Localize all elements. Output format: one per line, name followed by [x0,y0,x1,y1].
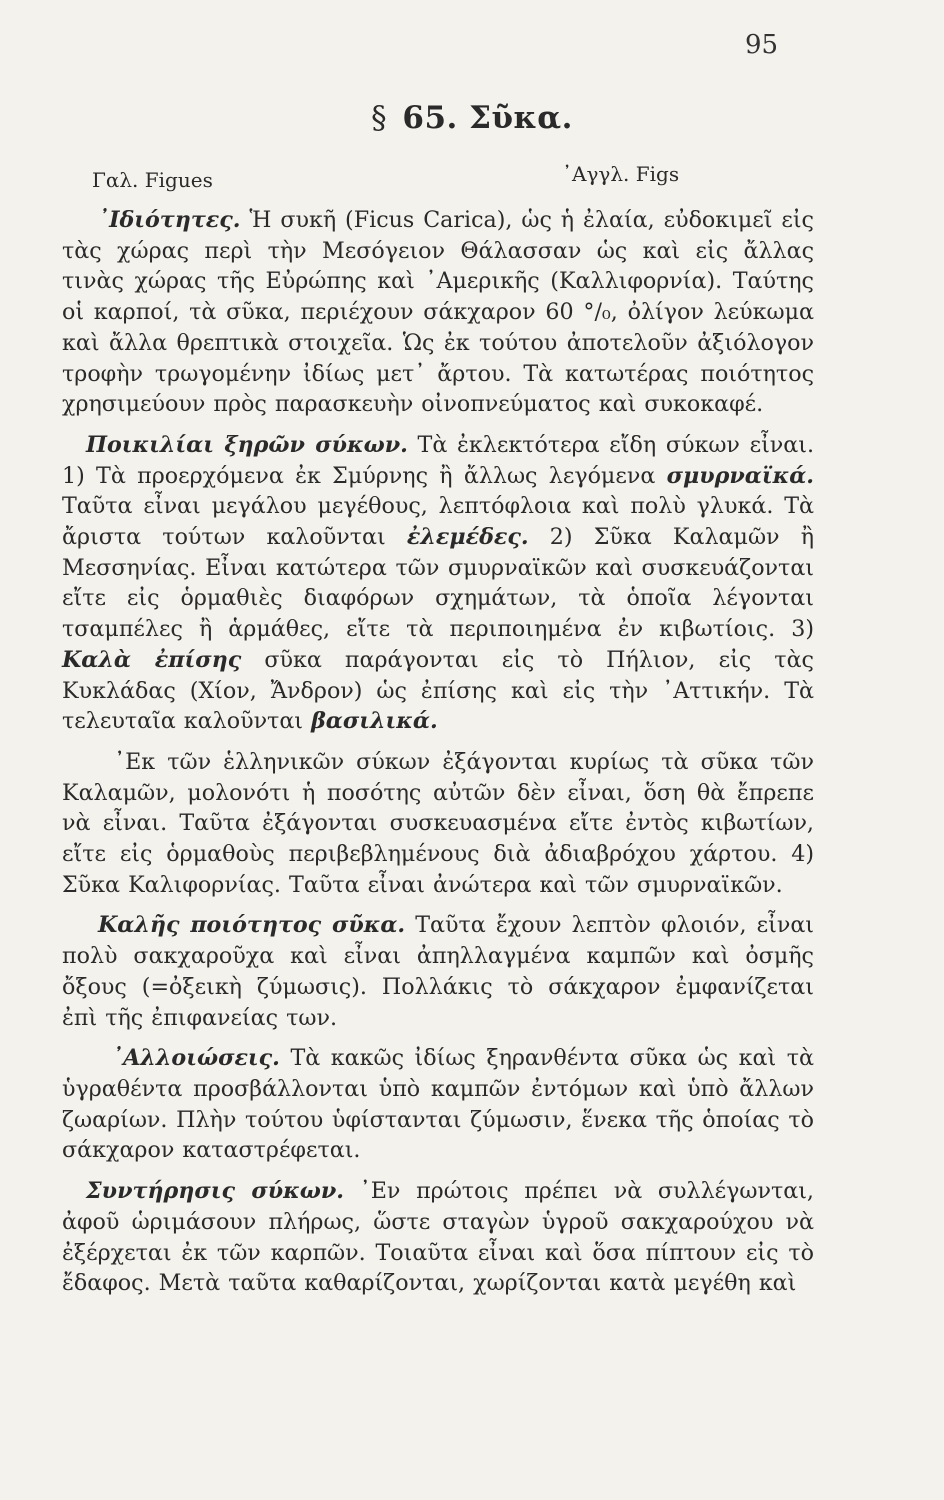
paragraph-text: Τὰ ἐκλεκτότερα εἴδη σύκων εἶναι. 1) Τὰ προερχόμενα ἐκ Σμύρνης ἢ ἄλλως λεγόμενα [62,431,814,489]
paragraph-text: Ταῦτα εἶναι μεγάλου μεγέθους, λεπτόφλοια καὶ πολὺ γλυκά. Τὰ ἄριστα τούτων καλοῦνται [62,493,814,551]
paragraph-text: Ταῦτα ἔχουν λεπτὸν φλοιόν, εἶναι πολὺ σακχαροῦχα καὶ εἶναι ἀπηλλαγμένα καμπῶν καὶ ὀσμῆς ὄξους (=ὀξεικὴ ζύμωσις). Πολλάκις τὸ σάκχαρον ἐμφανίζεται ἐπὶ τῆς ἐπιφανείας των. [62,912,814,1031]
term-smyrna: σμυρναϊκά. [666,462,814,489]
page-number: 95 [745,30,779,60]
paragraph-lead: Συντήρησις σύκων. [86,1178,344,1205]
section-title: 65. Σῦκα. [402,100,573,136]
paragraph-text: σῦκα παράγονται εἰς τὸ Πήλιον, εἰς τὰς Κυκλάδας (Χίον, Ἄνδρον) ὡς ἐπίσης καὶ εἰς τὴν ᾿Αττικήν. Τὰ τελευταῖα καλοῦνται [62,646,814,735]
paragraph-lead: ᾿Αλλοιώσεις. [112,1045,280,1072]
term-kala-episis: Καλὰ ἐπίσης [62,646,242,673]
paragraph-lead: ᾿Ιδιότητες. [98,207,241,233]
paragraph-spoilage [62,1043,814,1166]
paragraph-text: ᾿Εν πρώτοις πρέπει νὰ συλλέγωνται, ἀφοῦ ὡριμάσουν πλήρως, ὥστε σταγὼν ὑγροῦ σακχαρούχου νὰ ἐξέρχεται ἐκ τῶν καρπῶν. Τοιαῦτα εἶναι καὶ ὅσα πίπτουν εἰς τὸ ἔδαφος. Μετὰ ταῦτα καθαρίζονται, χωρίζονται κατὰ μεγέθη καὶ [62,1178,814,1297]
term-vasilika: βασιλικά. [311,708,438,735]
english-name: ᾿Αγγλ. Figs [562,162,680,186]
paragraph-text: Ἡ συκῆ (Ficus Carica), ὡς ἡ ἐλαία, εὐδοκιμεῖ εἰς τὰς χώρας περὶ τὴν Μεσόγειον Θάλασσαν ὡς καὶ εἰς ἄλλας τινὰς χώρας τῆς Εὐρώπης καὶ ᾿Αμερικῆς (Καλλιφορνία). Ταύτης οἱ καρποί, τὰ σῦκα, περιέχουν σάκχαρον 60 °/₀, ὀλίγον λεύκωμα καὶ ἄλλα θρεπτικὰ στοιχεῖα. Ὡς ἐκ τούτου ἀποτελοῦν ἀξιόλογον τροφὴν τρωγομένην ἰδίως μετ᾿ ἄρτου. Τὰ κατωτέρας ποιότητος χρησιμεύουν πρὸς παρασκευὴν οἰνοπνεύματος καὶ συκοκαφέ. [62,207,814,418]
paragraph-properties [62,205,814,420]
paragraph-text: ᾿Εκ τῶν ἑλληνικῶν σύκων ἐξάγονται κυρίως τὰ σῦκα τῶν Καλαμῶν, μολονότι ἡ ποσότης αὐτῶν δὲν εἶναι, ὅση θὰ ἔπρεπε νὰ εἶναι. Ταῦτα ἐξάγονται συσκευασμένα εἴτε ἐντὸς κιβωτίων, εἴτε εἰς ὁρμαθοὺς περιβεβλημένους διὰ ἀδιαβρόχου χάρτου. 4) Σῦκα Καλιφορνίας. Ταῦτα εἶναι ἀνώτερα καὶ τῶν σμυρναϊκῶν. [62,748,814,898]
body-text [62,205,814,1309]
french-name: Γαλ. Figues [92,168,213,192]
paragraph-text: 2) Σῦκα Καλαμῶν ἢ Μεσσηνίας. Εἶναι κατώτερα τῶν σμυρναϊκῶν καὶ συσκευάζονται εἴτε εἰς ὁρμαθιὲς διαφόρων σχημάτων, τὰ ὁποῖα λέγονται τσαμπέλες ἢ ἁρμάθες, εἴτε τὰ περιποιημένα ἐν κιβωτίοις. 3) [62,524,815,643]
paragraph-lead: Ποικιλίαι ξηρῶν σύκων. [86,431,408,458]
section-heading [0,100,944,136]
paragraph-preservation [62,1176,814,1299]
paragraph-lead: Καλῆς ποιότητος σῦκα. [98,912,406,939]
term-elemedes: ἐλεμέδες. [406,524,529,551]
paragraph-quality [62,910,814,1033]
paragraph-text: Τὰ κακῶς ἰδίως ξηρανθέντα σῦκα ὡς καὶ τὰ ὑγραθέντα προσβάλλονται ὑπὸ καμπῶν ἐντόμων καὶ ὑπὸ ἄλλων ζωαρίων. Πλὴν τούτου ὑφίστανται ζύμωσιν, ἕνεκα τῆς ὁποίας τὸ σάκχαρον καταστρέφεται. [62,1045,814,1164]
paragraph-varieties [62,430,814,737]
section-sign: § [371,100,388,136]
paragraph-exports [62,747,814,901]
